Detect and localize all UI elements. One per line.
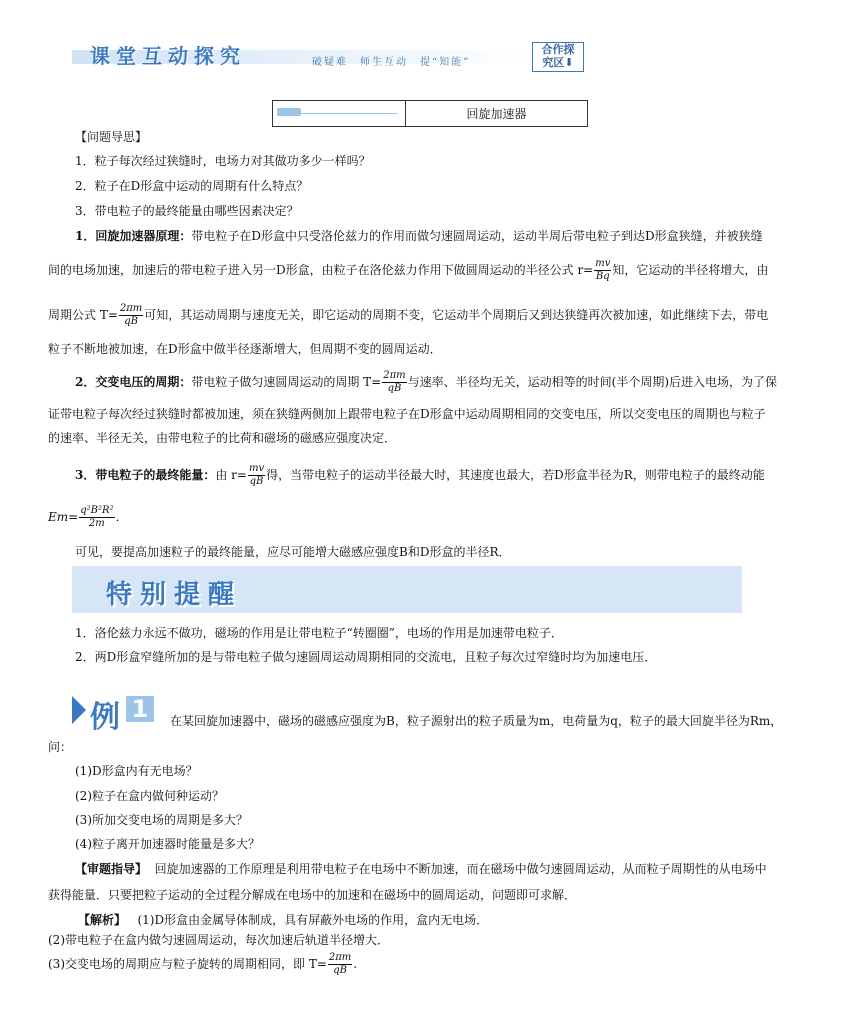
topic-title: 回旋加速器	[466, 107, 527, 121]
fraction-denominator: qB	[333, 965, 347, 976]
banner-slogan: 破疑难 师生互动 提“知能”	[312, 57, 471, 68]
paragraph-line: 的速率、半径无关，由带电粒子的比荷和磁场的磁感应强度决定．	[48, 431, 397, 445]
example-word: 例	[90, 700, 120, 735]
guide-heading: 【问题导思】	[75, 130, 148, 144]
formula-fraction	[594, 258, 611, 283]
fraction-numerator: mv	[248, 463, 265, 474]
paragraph-text: 得，当带电粒子的运动半径最大时，其速度也最大，若D形盒半径为R，则带电粒子的最终动能	[266, 468, 765, 482]
example-stem: 问：	[48, 740, 73, 754]
example-stem: 在某回旋加速器中，磁场的磁感应强度为B，粒子源射出的粒子质量为m，电荷量为q，粒子的最大回旋半径为Rm，	[170, 714, 783, 728]
review-guide-text: 回旋加速器的工作原理是利用带电粒子在电场中不断加速，而在磁场中做匀速圆周运动，从而粒子周期性的从电场中	[154, 862, 767, 876]
paragraph-line: 可见，要提高加速粒子的最终能量，应尽可能增大磁感应强度B和D形盒的半径R．	[75, 545, 511, 559]
solution-step: (1)D形盒由金属导体制成，具有屏蔽外电场的作用，盒内无电场．	[137, 913, 489, 927]
tip-item: 2．两D形盒窄缝所加的是与带电粒子做匀速圆周运动周期相同的交流电，且粒子每次过窄缝时均为加速电压．	[75, 650, 657, 664]
tip-item: 1．洛伦兹力永远不做功，磁场的作用是让带电粒子“转圈圈”，电场的作用是加速带电粒子．	[75, 626, 563, 640]
paragraph-text: 知，它运动的半径将增大，由	[612, 263, 769, 277]
paragraph-line	[48, 303, 768, 328]
example-number: 1	[126, 696, 154, 722]
paragraph-line	[75, 463, 765, 488]
fraction-numerator: 2πm	[119, 303, 143, 314]
paragraph-text: 可知，其运动周期与速度无关，即它运动的周期不变，它运动半个周期后又到达狭缝再次被加速，如此继续下去，带电	[144, 308, 769, 322]
formula-fraction	[79, 505, 114, 530]
formula-text: ．	[115, 510, 128, 524]
fraction-denominator: qB	[124, 316, 138, 327]
paragraph-label: 3．带电粒子的最终能量：	[75, 468, 216, 482]
solution-label: 【解析】	[78, 913, 127, 927]
solution-step	[48, 952, 357, 977]
example-question: (2)粒子在盒内做何种运动？	[75, 789, 224, 803]
topic-header	[272, 100, 588, 127]
banner-title: 课堂互动探究	[90, 44, 246, 68]
formula-fraction	[248, 463, 265, 488]
banner-badge	[532, 42, 584, 72]
paragraph-text: 与速率、半径均无关，运动相等的时间(半个周期)后进入电场，为了保	[407, 375, 778, 389]
solution-step: (2)带电粒子在盒内做匀速圆周运动，每次加速后轨道半径增大．	[48, 933, 390, 947]
guide-question: 1．粒子每次经过狭缝时，电场力对其做功多少一样吗？	[75, 154, 371, 168]
topic-tag-cell	[273, 101, 406, 126]
special-tip-title: 特别提醒	[106, 580, 243, 610]
topic-tag-icon	[277, 108, 301, 116]
paragraph-line	[75, 227, 763, 244]
guide-question: 3．带电粒子的最终能量由哪些因素决定？	[75, 204, 299, 218]
solution-text: (3)交变电场的周期应与粒子旋转的周期相同，即 T=	[48, 957, 327, 971]
example-question: (1)D形盒内有无电场？	[75, 764, 198, 778]
fraction-denominator: Bq	[595, 271, 610, 282]
paragraph-text: 带电粒子做匀速圆周运动的周期 T=	[191, 375, 382, 389]
special-tip-banner	[72, 566, 742, 613]
review-guide-label: 【审题指导】	[75, 862, 148, 876]
guide-question: 2．粒子在D形盒中运动的周期有什么特点？	[75, 179, 309, 193]
fraction-numerator: 2πm	[383, 370, 406, 381]
banner-badge-line2: 究区⬇	[542, 56, 574, 69]
paragraph-line	[48, 505, 128, 530]
banner-badge-line1: 合作探	[541, 43, 575, 56]
paragraph-label: 2．交变电压的周期：	[75, 375, 192, 389]
fraction-denominator: 2m	[88, 518, 105, 529]
solution-text: .	[353, 957, 358, 971]
fraction-numerator: mv	[595, 258, 611, 269]
review-guide-text: 获得能量．只要把粒子运动的全过程分解成在电场中的加速和在磁场中的圆周运动，问题即可求解．	[48, 888, 577, 902]
fraction-numerator: 2πm	[328, 952, 352, 963]
formula-text: Em=	[48, 510, 79, 524]
paragraph-line: 粒子不断地被加速，在D形盒中做半径逐渐增大，但周期不变的圆周运动．	[48, 342, 442, 356]
section-banner	[72, 40, 586, 70]
fraction-denominator: qB	[387, 383, 402, 394]
formula-fraction	[328, 952, 352, 977]
paragraph-line: 证带电粒子每次经过狭缝时都被加速，须在狭缝两侧加上跟带电粒子在D形盒中运动周期相同的交变电压，所以交变电压的周期也与粒子	[48, 407, 766, 421]
paragraph-text: 间的电场加速，加速后的带电粒子进入另一D形盒，由粒子在洛伦兹力作用下做圆周运动的半径公式 r=	[48, 263, 594, 277]
paragraph-label: 1．回旋加速器原理：	[75, 229, 192, 243]
formula-fraction	[382, 370, 406, 395]
formula-fraction	[119, 303, 143, 328]
paragraph-text: 周期公式 T=	[48, 308, 118, 322]
example-question: (3)所加交变电场的周期是多大？	[75, 813, 248, 827]
example-question: (4)粒子离开加速器时能量是多大？	[75, 837, 260, 851]
solution	[78, 911, 488, 928]
paragraph-line	[75, 370, 777, 395]
paragraph-text: 带电粒子在D形盒中只受洛伦兹力的作用而做匀速圆周运动，运动半周后带电粒子到达D形盒狭缝，并被狭缝	[191, 229, 763, 243]
example-arrow-icon	[72, 696, 86, 724]
fraction-denominator: qB	[249, 476, 264, 487]
fraction-numerator: q²B²R²	[80, 505, 114, 516]
paragraph-text: 由 r=	[215, 468, 247, 482]
review-guide	[75, 860, 767, 877]
paragraph-line	[48, 258, 768, 283]
topic-tag-line	[301, 113, 397, 114]
